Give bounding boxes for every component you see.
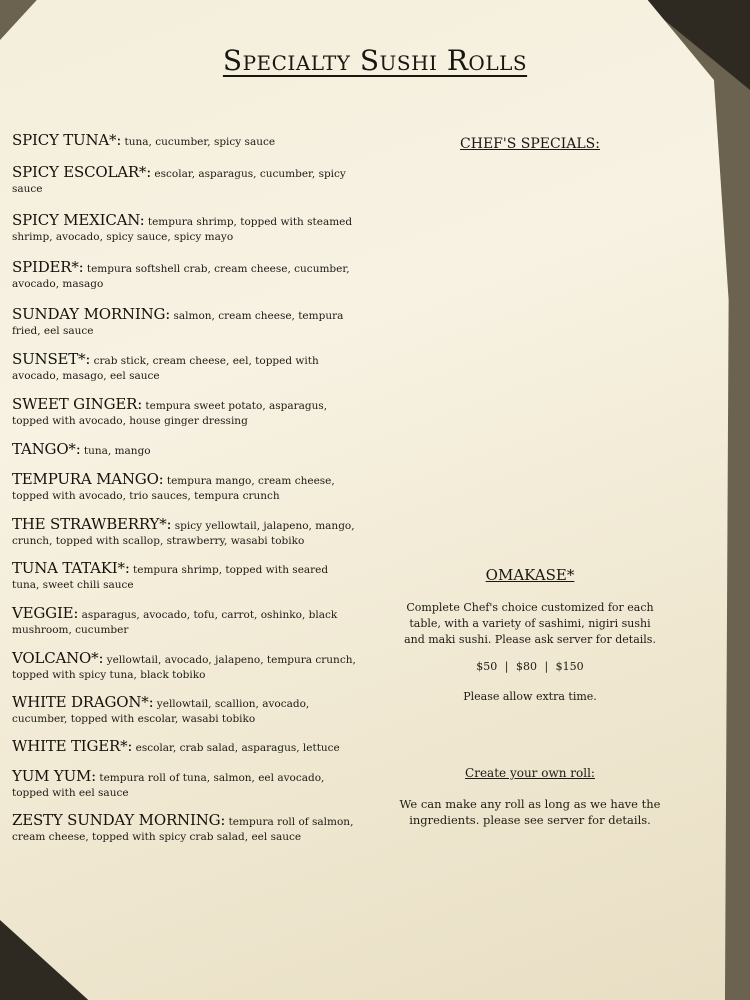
item-description: tempura softshell crab, cream cheese, cucumber, avocado, masago: [12, 263, 350, 290]
item-description: crab stick, cream cheese, eel, topped with avocado, masago, eel sauce: [12, 355, 319, 382]
item-name: TANGO*:: [12, 440, 81, 458]
menu-item: [12, 442, 357, 459]
item-name: SUNDAY MORNING:: [12, 305, 171, 323]
item-description: salmon, cream cheese, tempura fried, eel sauce: [12, 310, 344, 337]
item-name: TUNA TATAKI*:: [12, 559, 130, 577]
item-name: SPIDER*:: [12, 258, 84, 276]
item-description: tempura roll of salmon, cream cheese, topped with spicy crab salad, eel sauce: [12, 816, 354, 843]
menu-item: [12, 352, 357, 384]
create-roll-heading: Create your own roll:: [465, 766, 595, 780]
item-description: tempura mango, cream cheese, topped with avocado, trio sauces, tempura crunch: [12, 475, 335, 502]
menu-item: [12, 472, 357, 504]
item-name: VEGGIE:: [12, 604, 79, 622]
item-name: WHITE DRAGON*:: [12, 693, 154, 711]
omakase-note: Please allow extra time.: [463, 690, 597, 703]
item-description: yellowtail, scallion, avocado, cucumber, topped with escolar, wasabi tobiko: [12, 698, 310, 725]
menu-item: [12, 561, 357, 593]
menu-item: [12, 213, 357, 245]
omakase-heading: OMAKASE*: [485, 566, 575, 584]
menu-item: [12, 307, 357, 339]
item-name: SUNSET*:: [12, 350, 91, 368]
menu-item: [12, 813, 357, 845]
menu-item: [12, 517, 357, 549]
omakase-prices: $50 | $80 | $150: [476, 660, 584, 673]
item-name: SPICY ESCOLAR*:: [12, 163, 152, 181]
item-name: SWEET GINGER:: [12, 395, 143, 413]
create-roll-description: We can make any roll as long as we have the ingredients. please see server for details.: [399, 797, 661, 827]
page-title: Specialty Sushi Rolls: [222, 44, 528, 77]
menu-item: [12, 260, 357, 292]
menu-item: [12, 651, 357, 683]
item-description: tempura roll of tuna, salmon, eel avocado, topped with eel sauce: [12, 772, 325, 799]
menu-item: [12, 739, 357, 756]
menu-item: [12, 769, 357, 801]
menu-item: [12, 695, 357, 727]
item-description: yellowtail, avocado, jalapeno, tempura crunch, topped with spicy tuna, black tobiko: [12, 654, 356, 681]
item-name: SPICY TUNA*:: [12, 131, 122, 149]
item-name: VOLCANO*:: [12, 649, 104, 667]
item-name: TEMPURA MANGO:: [12, 470, 164, 488]
item-description: tempura shrimp, topped with steamed shrimp, avocado, spicy sauce, spicy mayo: [12, 216, 353, 243]
item-description: escolar, crab salad, asparagus, lettuce: [132, 742, 340, 754]
item-description: spicy yellowtail, jalapeno, mango, crunch, topped with scallop, strawberry, wasabi tobiko: [12, 520, 355, 547]
item-description: tempura shrimp, topped with seared tuna, sweet chili sauce: [12, 564, 329, 591]
item-description: tuna, cucumber, spicy sauce: [121, 136, 276, 148]
item-name: WHITE TIGER*:: [12, 737, 133, 755]
item-name: SPICY MEXICAN:: [12, 211, 145, 229]
item-description: tuna, mango: [80, 445, 151, 457]
item-description: tempura sweet potato, asparagus, topped with avocado, house ginger dressing: [12, 400, 328, 427]
item-description: escolar, asparagus, cucumber, spicy sauce: [12, 168, 346, 195]
menu-item: [12, 606, 357, 638]
item-name: THE STRAWBERRY*:: [12, 515, 172, 533]
menu-item: [12, 165, 357, 197]
item-name: YUM YUM:: [12, 767, 97, 785]
omakase-description: Complete Chef's choice customized for each table, with a variety of sashimi, nigiri sushi and maki sushi. Please ask server for details.: [404, 601, 656, 646]
chefs-specials-heading: CHEF'S SPECIALS:: [460, 136, 600, 152]
menu-item: [12, 397, 357, 429]
item-name: ZESTY SUNDAY MORNING:: [12, 811, 226, 829]
menu-item: [12, 133, 357, 150]
item-description: asparagus, avocado, tofu, carrot, oshinko, black mushroom, cucumber: [12, 609, 338, 636]
